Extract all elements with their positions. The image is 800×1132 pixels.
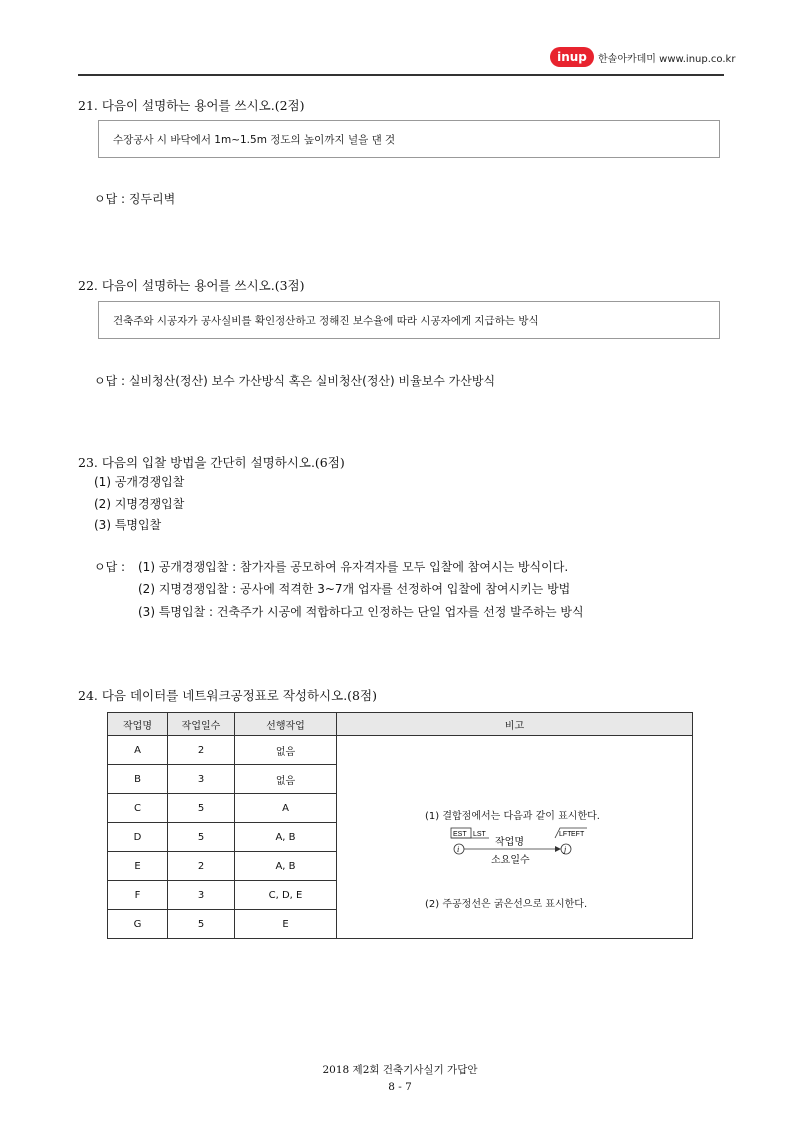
q21-title: 21. 다음이 설명하는 용어를 쓰시오.(2점) bbox=[78, 98, 305, 113]
col-predecessor: 선행작업 bbox=[235, 713, 337, 736]
cell-predecessor: E bbox=[235, 910, 337, 939]
network-data-table bbox=[107, 712, 693, 939]
cell-activity: B bbox=[108, 765, 168, 794]
cell-duration: 3 bbox=[168, 765, 235, 794]
q21-box-text: 수장공사 시 바닥에서 1m~1.5m 정도의 높이까지 널을 댄 것 bbox=[113, 133, 396, 146]
q23-answer-prefix: ㅇ답 : bbox=[94, 560, 126, 574]
q21-box bbox=[98, 120, 720, 158]
q22-title: 22. 다음이 설명하는 용어를 쓰시오.(3점) bbox=[78, 278, 305, 293]
q23-item-3: (3) 특명입찰 bbox=[94, 518, 162, 532]
q21-answer: ㅇ답 : 징두리벽 bbox=[94, 192, 176, 206]
cell-activity: D bbox=[108, 823, 168, 852]
q22-answer: ㅇ답 : 실비청산(정산) 보수 가산방식 혹은 실비청산(정산) 비율보수 가산방식 bbox=[94, 374, 496, 388]
lst-label: LST bbox=[473, 831, 486, 838]
q22-box-text: 건축주와 시공자가 공사실비를 확인정산하고 정해진 보수율에 따라 시공자에게 지급하는 방식 bbox=[113, 314, 539, 327]
cell-activity: C bbox=[108, 794, 168, 823]
est-label: EST bbox=[453, 831, 467, 838]
lft-label: LFT bbox=[559, 831, 572, 838]
remark-note-2: (2) 주공정선은 굵은선으로 표시한다. bbox=[425, 899, 588, 910]
col-activity: 작업명 bbox=[108, 713, 168, 736]
page-number: 8 - 7 bbox=[388, 1081, 412, 1093]
table-header-row bbox=[108, 713, 693, 736]
cell-duration: 5 bbox=[168, 910, 235, 939]
cell-activity: F bbox=[108, 881, 168, 910]
cell-predecessor: A, B bbox=[235, 823, 337, 852]
inup-logo: inup bbox=[550, 47, 594, 67]
q23-answer-3: (3) 특명입찰 : 건축주가 시공에 적합하다고 인정하는 단일 업자를 선정 발주하는 방식 bbox=[138, 605, 584, 619]
q22-box bbox=[98, 301, 720, 339]
header-divider bbox=[78, 74, 724, 76]
node-j-label: j bbox=[564, 845, 567, 854]
remark-cell bbox=[337, 736, 693, 939]
footer-title: 2018 제2회 건축기사실기 가답안 bbox=[322, 1064, 478, 1076]
table-row bbox=[108, 736, 693, 765]
col-remark: 비고 bbox=[337, 713, 693, 736]
cell-activity: A bbox=[108, 736, 168, 765]
activity-name-label: 작업명 bbox=[495, 837, 524, 848]
cell-duration: 3 bbox=[168, 881, 235, 910]
cell-duration: 2 bbox=[168, 736, 235, 765]
node-notation-diagram bbox=[447, 827, 587, 879]
brand-text: 한솔아카데미 www.inup.co.kr bbox=[598, 54, 736, 65]
q23-answer-2: (2) 지명경쟁입찰 : 공사에 적격한 3~7개 업자를 선정하여 입찰에 참여시키는 방법 bbox=[138, 582, 571, 596]
cell-activity: G bbox=[108, 910, 168, 939]
cell-duration: 5 bbox=[168, 823, 235, 852]
cell-predecessor: 없음 bbox=[235, 765, 337, 794]
q23-item-1: (1) 공개경쟁입찰 bbox=[94, 475, 185, 489]
q23-answer-1: (1) 공개경쟁입찰 : 참가자를 공모하여 유자격자를 모두 입찰에 참여시는 방식이다. bbox=[138, 560, 569, 574]
eft-label: EFT bbox=[571, 831, 585, 838]
q23-item-2: (2) 지명경쟁입찰 bbox=[94, 497, 185, 511]
cell-duration: 5 bbox=[168, 794, 235, 823]
cell-predecessor: A, B bbox=[235, 852, 337, 881]
col-duration: 작업일수 bbox=[168, 713, 235, 736]
cell-predecessor: A bbox=[235, 794, 337, 823]
cell-duration: 2 bbox=[168, 852, 235, 881]
q23-title: 23. 다음의 입찰 방법을 간단히 설명하시오.(6점) bbox=[78, 455, 345, 470]
q24-title: 24. 다음 데이터를 네트워크공정표로 작성하시오.(8점) bbox=[78, 688, 377, 703]
node-i-label: i bbox=[457, 845, 460, 854]
duration-label: 소요일수 bbox=[491, 855, 530, 866]
cell-predecessor: 없음 bbox=[235, 736, 337, 765]
cell-activity: E bbox=[108, 852, 168, 881]
remark-note-1: (1) 결합점에서는 다음과 같이 표시한다. bbox=[425, 811, 600, 822]
cell-predecessor: C, D, E bbox=[235, 881, 337, 910]
